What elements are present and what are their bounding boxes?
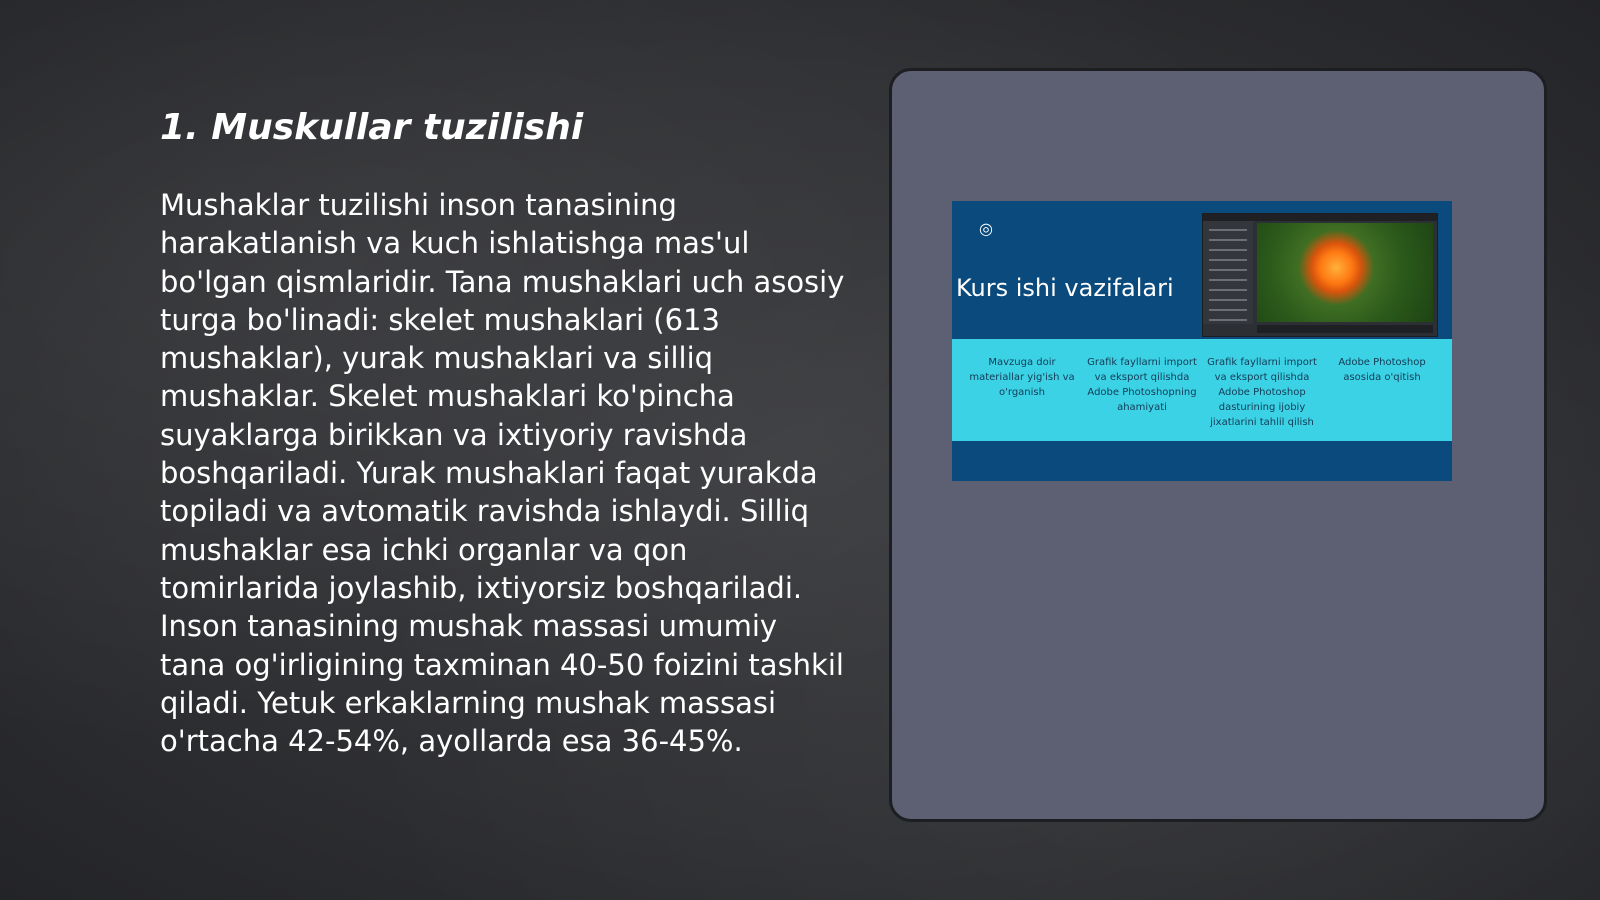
embedded-slide-image (952, 201, 1452, 481)
task-item: Grafik fayllarni import va eksport qilishda Adobe Photoshopning ahamiyati (1087, 357, 1197, 413)
screenshot-tool-panel (1203, 221, 1253, 324)
slide-body-text: Mushaklar tuzilishi inson tanasining harakatlanish va kuch ishlatishga mas'ul bo'lgan qismlaridir. Tana mushaklari uch asosiy turga bo'linadi: skelet mushaklari (613 mushaklar), yurak mushaklari va silliq mushaklar. Skelet mushaklari ko'pincha suyaklarga birikkan va ixtiyoriy ravishda boshqariladi. Yurak mushaklari faqat yurakda topiladi va avtomatik ravishda ishlaydi. Silliq mushaklar esa ichki organlar va qon tomirlarida joylashib, ixtiyorsiz boshqariladi. Inson tanasining mushak massasi umumiy tana og'irligining taxminan 40-50 foizini tashkil qiladi. Yetuk erkaklarning mushak massasi o'rtacha 42-54%, ayollarda esa 36-45%. (160, 188, 845, 759)
tasks-band (952, 339, 1452, 441)
image-frame (889, 68, 1547, 822)
photoshop-screenshot (1202, 213, 1438, 337)
embedded-slide-title: Kurs ishi vazifalari (956, 274, 1174, 302)
screenshot-titlebar (1203, 214, 1437, 221)
swirl-logo-icon: ◎ (979, 219, 993, 238)
screenshot-statusbar (1257, 325, 1433, 333)
task-item: Adobe Photoshop asosida o'qitish (1338, 357, 1426, 383)
task-item: Mavzuga doir materiallar yig'ish va o'rganish (969, 357, 1075, 398)
flower-photo (1257, 223, 1433, 322)
task-item: Grafik fayllarni import va eksport qilishda Adobe Photoshop dasturining ijobiy jixatlarini tahlil qilish (1207, 357, 1317, 428)
slide-title: 1. Muskullar tuzilishi (160, 107, 584, 148)
